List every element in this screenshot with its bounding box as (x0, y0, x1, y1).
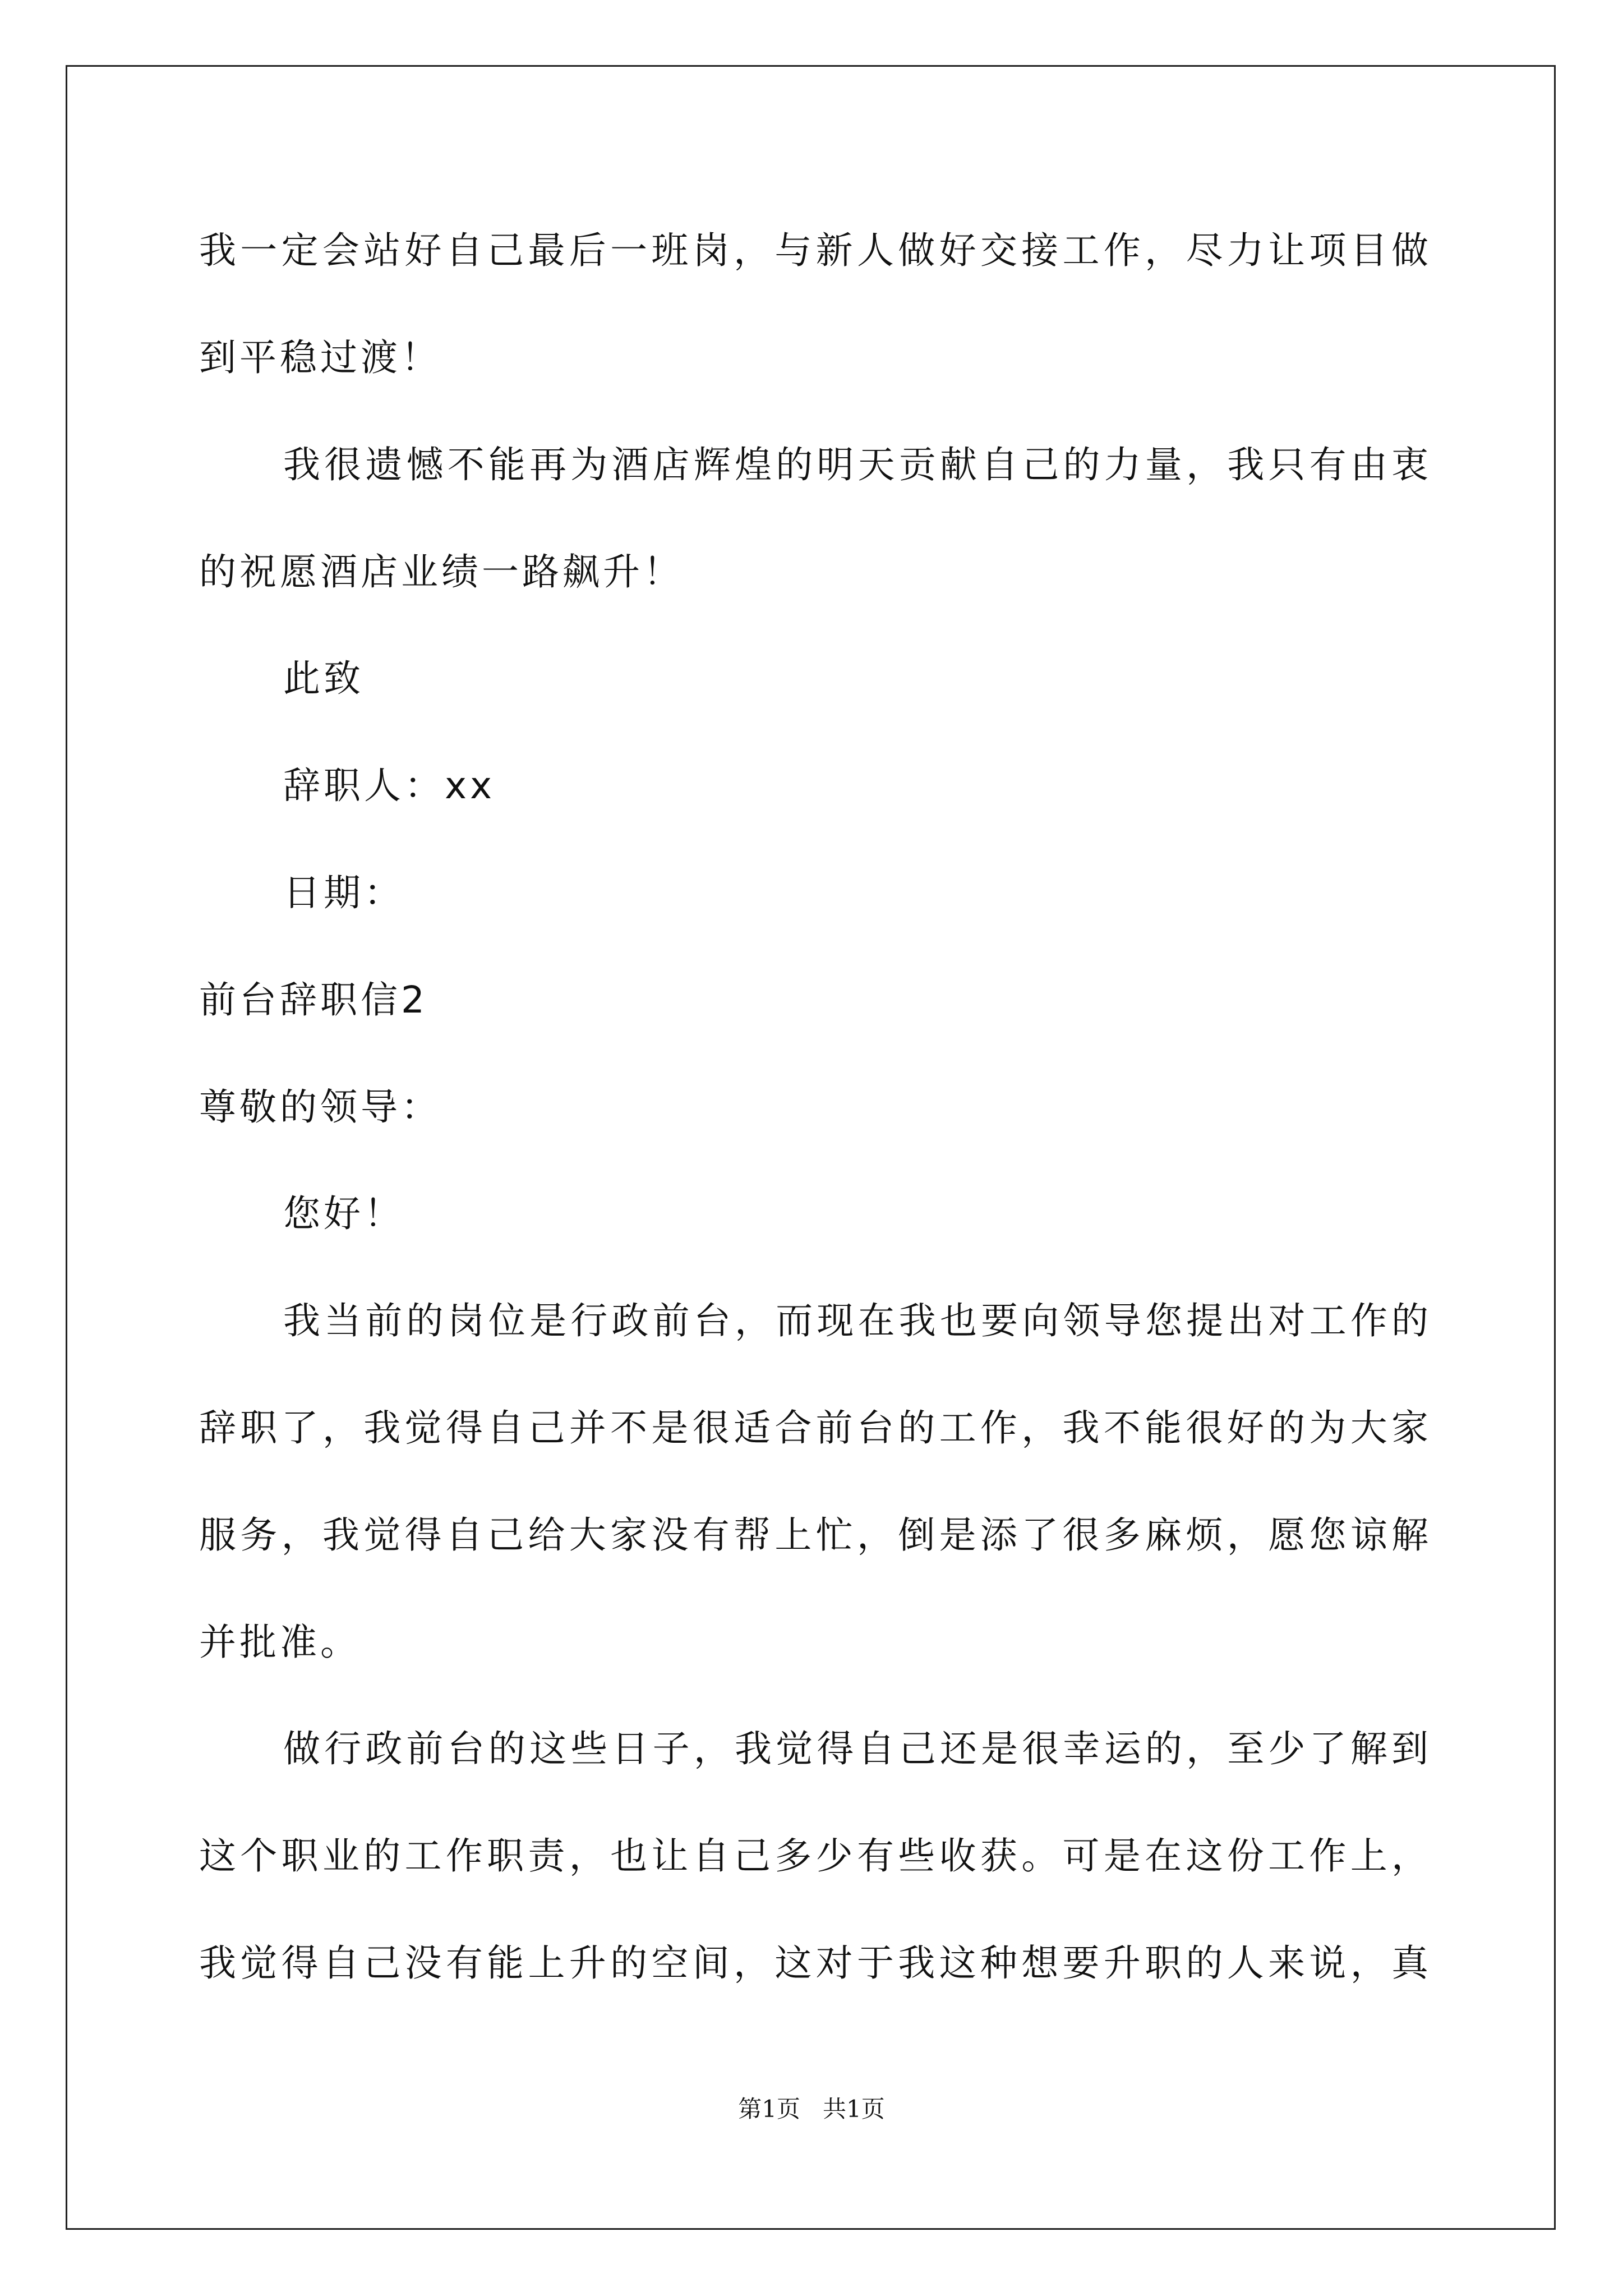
body-line: 做行政前台的这些日子，我觉得自己还是很幸运的，至少了解到 (283, 1727, 1428, 1770)
body-line: 这个职业的工作职责，也让自己多少有些收获。可是在这份工作上， (199, 1834, 1428, 1878)
salutation: 尊敬的领导： (199, 1085, 441, 1129)
page-footer: 第1页 共1页 (738, 2095, 885, 2123)
body-line: 辞职了，我觉得自己并不是很适合前台的工作，我不能很好的为大家 (199, 1406, 1428, 1450)
body-line: 我一定会站好自己最后一班岗，与新人做好交接工作，尽力让项目做 (199, 229, 1428, 272)
page-border (66, 65, 1556, 2230)
body-line: 并批准。 (199, 1621, 361, 1664)
closing-salutation: 此致 (283, 657, 364, 700)
body-line: 服务，我觉得自己给大家没有帮上忙，倒是添了很多麻烦，愿您谅解 (199, 1513, 1428, 1557)
body-line: 的祝愿酒店业绩一路飙升！ (199, 550, 684, 593)
body-line: 到平稳过渡！ (199, 336, 441, 379)
greeting: 您好！ (283, 1192, 404, 1235)
body-line: 我很遗憾不能再为酒店辉煌的明天贡献自己的力量，我只有由衷 (283, 443, 1428, 486)
body-line: 我觉得自己没有能上升的空间，这对于我这种想要升职的人来说，真 (199, 1941, 1428, 1985)
signature-line: 辞职人：xx (283, 764, 496, 807)
body-line: 我当前的岗位是行政前台，而现在我也要向领导您提出对工作的 (283, 1299, 1428, 1342)
section-title: 前台辞职信2 (199, 978, 428, 1022)
date-line: 日期： (283, 871, 404, 914)
